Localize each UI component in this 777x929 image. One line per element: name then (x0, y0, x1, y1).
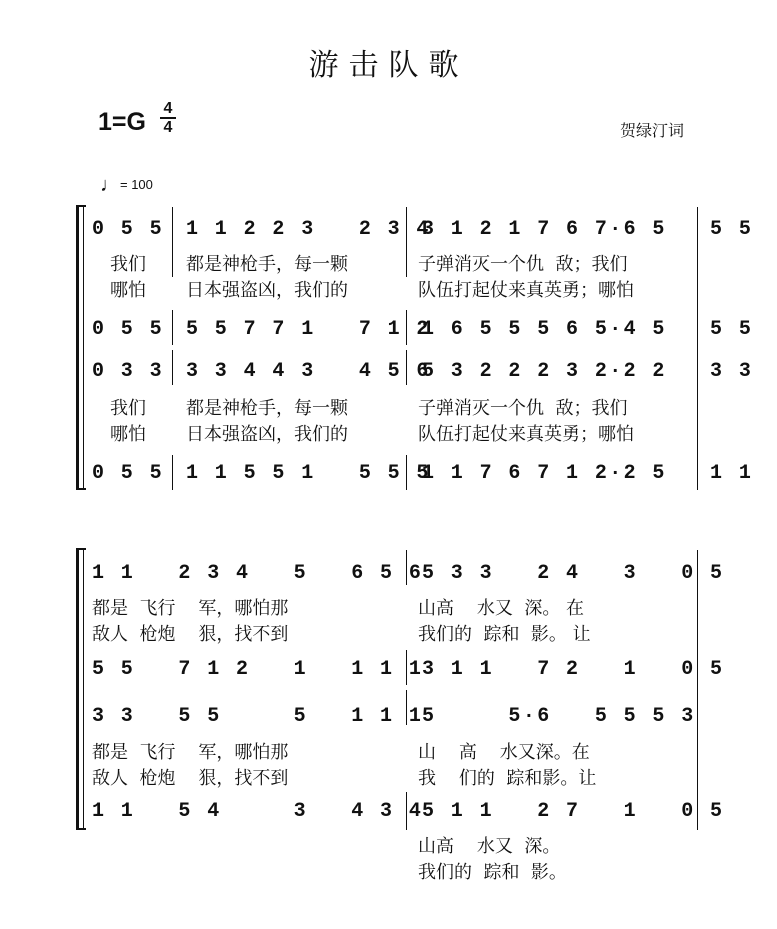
lyric-line-2: 日本强盗凶，我们的 (186, 280, 348, 301)
lyric-line-1: 子弹消灭一个仇 敌；我们 (418, 254, 628, 275)
voice-2-measure-2: 5 5 7 7 1 7 1 2 (186, 318, 431, 341)
song-title: 游击队歌 (308, 48, 469, 83)
lyric-line-4: 哪怕 (110, 424, 146, 445)
voice-3-measure-2: 3 3 4 4 3 4 5 6 (186, 360, 431, 383)
tempo-value: = 100 (120, 177, 153, 192)
lyric-line-4: 敌人 枪炮 狠，找不到 (92, 768, 289, 789)
lyric-line-4: 队伍打起仗来真英勇；哪怕 (418, 424, 634, 445)
lyric-line-4: 我 们的 踪和影。让 (418, 768, 597, 789)
lyric-line-3: 我们 (110, 398, 146, 419)
barline (697, 550, 698, 830)
bracket-top (76, 205, 86, 207)
voice-4-measure-3: 1 1 7 6 7 1 2·2 5 1 1 (422, 462, 754, 485)
voice-3-measure-3: 5 3 2 2 2 3 2·2 2 3 3 (422, 360, 754, 383)
time-signature (160, 101, 176, 135)
lyric-line-5: 山高 水又 深。 (418, 836, 561, 857)
lyric-line-2: 队伍打起仗来真英勇；哪怕 (418, 280, 634, 301)
lyric-line-1: 我们 (110, 254, 146, 275)
lyric-line-3: 子弹消灭一个仇 敌；我们 (418, 398, 628, 419)
bracket-top (76, 548, 86, 550)
lyric-line-3: 山 高 水又深。在 (418, 742, 590, 763)
voice-1-measure-3: 3 1 2 1 7 6 7·6 5 5 5 (422, 218, 754, 241)
system-bracket (76, 205, 79, 490)
key-signature: 1=G (98, 108, 146, 136)
time-signature-bottom: 4 (163, 119, 173, 136)
lyric-line-1: 都是神枪手，每一颗 (186, 254, 348, 275)
barline (172, 207, 173, 277)
voice-1-measure-1: 1 1 2 3 4 5 6 5 6 (92, 562, 424, 585)
voice-1-measure-2: 1 1 2 2 3 2 3 4 (186, 218, 431, 241)
lyric-line-1: 山高 水又 深。 在 (418, 598, 585, 619)
voice-2-measure-3: 1 6 5 5 5 6 5·4 5 5 5 (422, 318, 754, 341)
bracket-bottom (76, 488, 86, 490)
barline (697, 207, 698, 490)
voice-2-measure-1: 0 5 5 (92, 318, 165, 341)
voice-4-measure-2: 1 1 5 5 1 5 5 5 (186, 462, 431, 485)
tempo-marking (100, 174, 153, 197)
system-start-line (83, 548, 84, 830)
voice-1-measure-2: 5 3 3 2 4 3 0 5 (422, 562, 725, 585)
barline (172, 310, 173, 345)
voice-3-measure-2: 5 5·6 5 5 5 3 (422, 705, 696, 728)
voice-1-measure-1: 0 5 5 (92, 218, 165, 241)
lyricist-credit: 贺绿汀词 (620, 121, 685, 140)
lyric-line-4: 日本强盗凶，我们的 (186, 424, 348, 445)
lyric-line-2: 敌人 枪炮 狠，找不到 (92, 624, 289, 645)
voice-2-measure-1: 5 5 7 1 2 1 1 1 1 (92, 658, 424, 681)
quarter-note-icon: ♩ (100, 174, 120, 196)
lyric-line-1: 都是 飞行 军，哪怕那 (92, 598, 289, 619)
bracket-bottom (76, 828, 86, 830)
system-bracket (76, 548, 79, 830)
lyric-line-2: 哪怕 (110, 280, 146, 301)
barline (172, 455, 173, 490)
lyric-line-3: 都是神枪手，每一颗 (186, 398, 348, 419)
lyric-line-3: 都是 飞行 军，哪怕那 (92, 742, 289, 763)
voice-4-measure-1: 1 1 5 4 3 4 3 4 (92, 800, 424, 823)
voice-4-measure-2: 5 1 1 2 7 1 0 5 (422, 800, 725, 823)
time-signature-top: 4 (163, 100, 173, 117)
voice-2-measure-2: 3 1 1 7 2 1 0 5 (422, 658, 725, 681)
voice-3-measure-1: 3 3 5 5 5 1 1 1 (92, 705, 424, 728)
barline (172, 350, 173, 385)
lyric-line-2: 我们的 踪和 影。 让 (418, 624, 591, 645)
voice-3-measure-1: 0 3 3 (92, 360, 165, 383)
system-start-line (83, 205, 84, 490)
lyric-line-6: 我们的 踪和 影。 (418, 862, 567, 883)
voice-4-measure-1: 0 5 5 (92, 462, 165, 485)
